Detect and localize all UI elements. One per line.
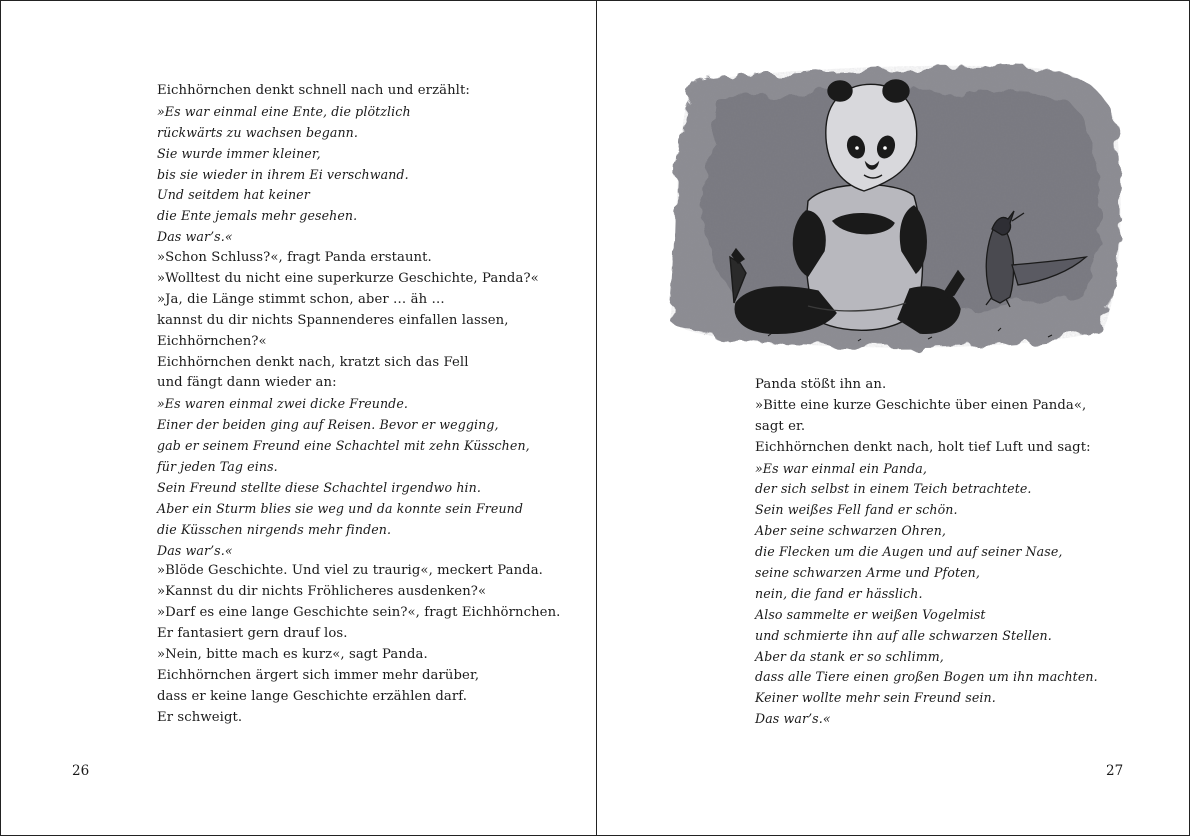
panda-squirrel-illustration [658, 51, 1128, 361]
left-page-text-line: die Ente jemals mehr gesehen. [157, 208, 358, 224]
right-page-text-line: Aber da stank er so schlimm, [755, 648, 944, 664]
page-number-right: 27 [1106, 763, 1124, 779]
left-page-text-line: »Blöde Geschichte. Und viel zu traurig«, meckert Panda. [157, 563, 543, 579]
right-page-text-line: dass alle Tiere einen großen Bogen um ihn machten. [755, 669, 1098, 685]
left-page-text-line: kannst du dir nichts Spannenderes einfallen lassen, [157, 312, 509, 328]
left-page-text-line: »Schon Schluss?«, fragt Panda erstaunt. [157, 250, 432, 266]
left-page-text-line: Sie wurde immer kleiner, [157, 145, 321, 161]
left-page-text-line: gab er seinem Freund eine Schachtel mit zehn Küsschen, [157, 438, 530, 454]
left-page-text-line: »Ja, die Länge stimmt schon, aber … äh … [157, 291, 445, 307]
right-page-text-line: seine schwarzen Arme und Pfoten, [755, 565, 980, 581]
right-page-text-line: Panda stößt ihn an. [755, 377, 887, 392]
left-page-text-line: und fängt dann wieder an: [157, 375, 337, 391]
left-page-text-line: »Nein, bitte mach es kurz«, sagt Panda. [157, 647, 428, 663]
left-page-text-line: »Wolltest du nicht eine superkurze Geschichte, Panda?« [157, 271, 539, 287]
left-page-text-line: Und seitdem hat keiner [157, 187, 310, 203]
left-page-text [157, 81, 560, 729]
right-page-text-line: »Es war einmal ein Panda, [755, 460, 927, 476]
left-page-text-line: »Es war einmal eine Ente, die plötzlich [157, 103, 411, 119]
left-page-text-line: Er fantasiert gern drauf los. [157, 626, 348, 642]
right-page-text [755, 375, 1098, 730]
left-page-text-line: für jeden Tag eins. [157, 459, 278, 475]
left-page-text-line: Einer der beiden ging auf Reisen. Bevor er wegging, [157, 417, 499, 433]
left-page-text-line: dass er keine lange Geschichte erzählen darf. [157, 688, 468, 704]
right-page-text-line: Sein weißes Fell fand er schön. [755, 502, 958, 518]
left-page-text-line: Aber ein Sturm blies sie weg und da konnte sein Freund [157, 500, 524, 516]
left-page-text-line: Eichhörnchen denkt nach, kratzt sich das Fell [157, 354, 469, 370]
left-page-text-line: die Küsschen nirgends mehr finden. [157, 521, 392, 537]
right-page-text-line: sagt er. [755, 418, 806, 434]
page-number-left: 26 [72, 763, 90, 779]
left-page-text-line: Eichhörnchen denkt schnell nach und erzählt: [157, 83, 470, 98]
left-page-text-line: Sein Freund stellte diese Schachtel irgendwo hin. [157, 479, 481, 495]
right-page-text-line: Keiner wollte mehr sein Freund sein. [755, 690, 996, 706]
right-page-text-line: und schmierte ihn auf alle schwarzen Stellen. [755, 627, 1052, 643]
right-page-text-line: Also sammelte er weißen Vogelmist [755, 606, 986, 622]
page-gutter [596, 1, 597, 835]
left-page-text-line: bis sie wieder in ihrem Ei verschwand. [157, 166, 409, 182]
left-page-text-line: Das war’s.« [157, 542, 233, 558]
left-page-text-line: »Es waren einmal zwei dicke Freunde. [157, 396, 408, 412]
right-page-text-line: Eichhörnchen denkt nach, holt tief Luft und sagt: [755, 439, 1091, 455]
right-page-text-line: Aber seine schwarzen Ohren, [755, 523, 947, 539]
left-page-text-line: »Kannst du dir nichts Fröhlicheres ausdenken?« [157, 584, 487, 600]
left-page-text-line: rückwärts zu wachsen begann. [157, 124, 358, 140]
right-page-text-line: Das war’s.« [755, 711, 831, 727]
right-page-text-line: die Flecken um die Augen und auf seiner Nase, [755, 544, 1063, 560]
left-page-text-line: Eichhörnchen?« [157, 333, 267, 349]
left-page-text-line: Eichhörnchen ärgert sich immer mehr darüber, [157, 667, 480, 683]
right-page-text-line: der sich selbst in einem Teich betrachtete. [755, 481, 1032, 497]
right-page-text-line: »Bitte eine kurze Geschichte über einen Panda«, [755, 397, 1087, 413]
left-page-text-line: Er schweigt. [157, 709, 243, 725]
right-page-text-line: nein, die fand er hässlich. [755, 585, 923, 601]
left-page-text-line: »Darf es eine lange Geschichte sein?«, fragt Eichhörnchen. [157, 605, 561, 621]
left-page-text-line: Das war’s.« [157, 229, 233, 245]
